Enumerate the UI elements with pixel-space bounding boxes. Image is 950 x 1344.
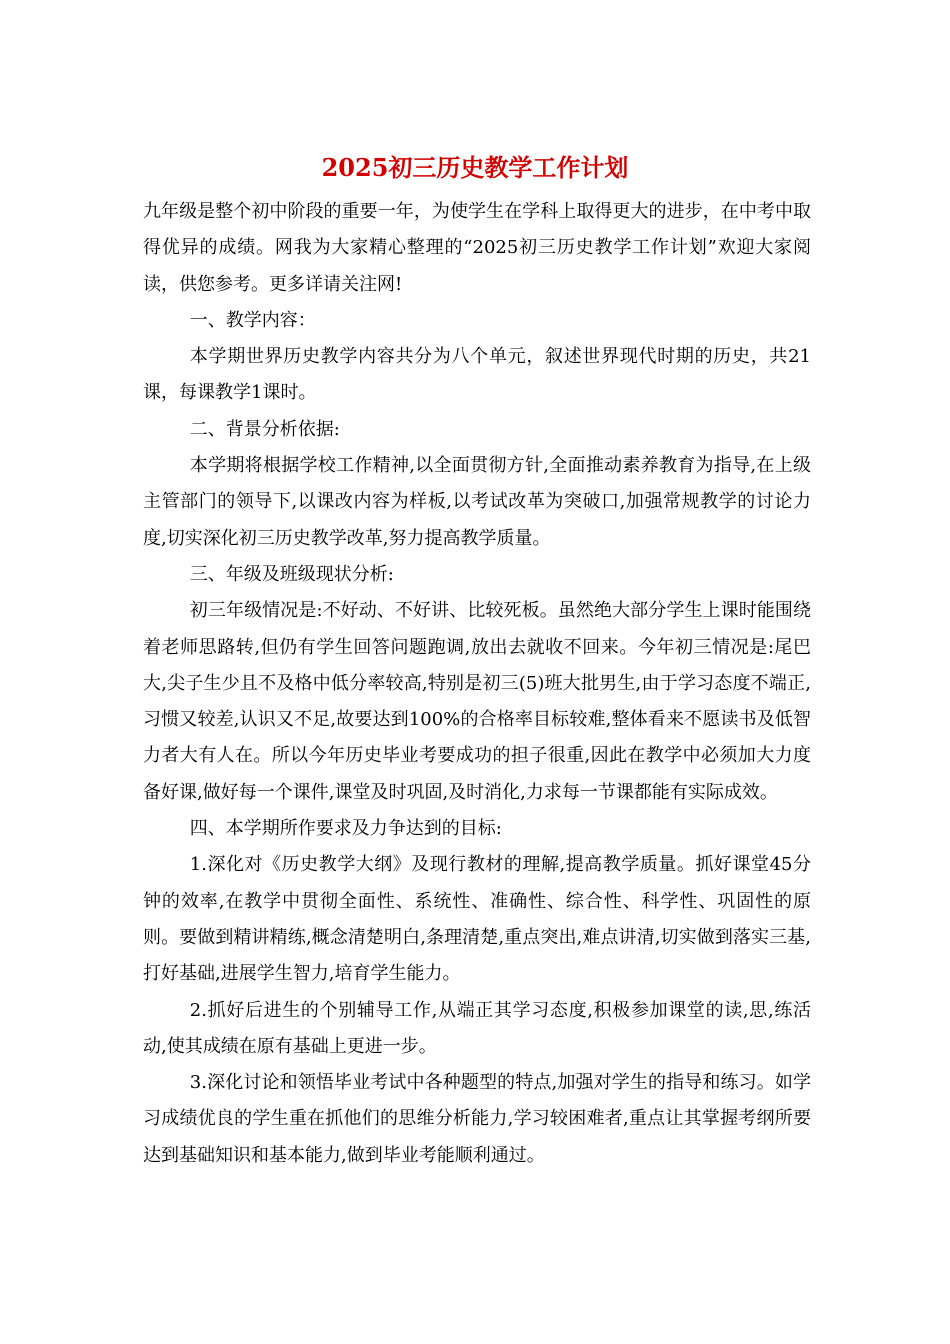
document-title: 2025初三历史教学工作计划	[321, 153, 629, 182]
paragraph-intro: 九年级是整个初中阶段的重要一年，为使学生在学科上取得更大的进步，在中考中取得优异的成绩。网我为大家精心整理的“2025初三历史教学工作计划”欢迎大家阅读，供您参考。更多详请关注网!	[143, 201, 811, 295]
document-body	[143, 194, 811, 1174]
section-heading-teaching-content: 一、教学内容：	[189, 309, 316, 331]
paragraph-goal-2: 2.抓好后进生的个别辅导工作,从端正其学习态度,积极参加课堂的读,思,练活动,使其成绩在原有基础上更进一步。	[143, 999, 811, 1057]
paragraph-class-analysis: 初三年级情况是:不好动、不好讲、比较死板。虽然绝大部分学生上课时能围绕着老师思路转,但仍有学生回答问题跑调,放出去就收不回来。今年初三情况是:尾巴大,尖子生少且不及格中低分率较高,特别是初三(5)班大批男生,由于学习态度不端正,习惯又较差,认识又不足,故要达到100%的合格率目标较难,整体看来不愿读书及低智力者大有人在。所以今年历史毕业考要成功的担子很重,因此在教学中必须加大力度备好课,做好每一个课件,课堂及时巩固,及时消化,力求每一节课都能有实际成效。	[143, 600, 811, 803]
paragraph-goal-3: 3.深化讨论和领悟毕业考试中各种题型的特点,加强对学生的指导和练习。如学习成绩优良的学生重在抓他们的思维分析能力,学习较困难者,重点让其掌握考纲所要达到基础知识和基本能力,做到毕业考能顺利通过。	[143, 1072, 811, 1166]
section-heading-background: 二、背景分析依据:	[189, 418, 340, 440]
section-heading-class-analysis: 三、年级及班级现状分析:	[189, 563, 394, 585]
paragraph-teaching-content: 本学期世界历史教学内容共分为八个单元，叙述世界现代时期的历史，共21课，每课教学1课时。	[143, 346, 811, 404]
section-heading-goals: 四、本学期所作要求及力争达到的目标:	[189, 818, 502, 840]
paragraph-goal-1: 1.深化对《历史教学大纲》及现行教材的理解,提高教学质量。抓好课堂45分钟的效率,在教学中贯彻全面性、系统性、准确性、综合性、科学性、巩固性的原则。要做到精讲精练,概念清楚明白,条理清楚,重点突出,难点讲清,切实做到落实三基,打好基础,进展学生智力,培育学生能力。	[143, 854, 811, 985]
paragraph-background: 本学期将根据学校工作精神,以全面贯彻方针,全面推动素养教育为指导,在上级主管部门的领导下,以课改内容为样板,以考试改革为突破口,加强常规教学的讨论力度,切实深化初三历史教学改革,努力提高教学质量。	[143, 455, 811, 549]
